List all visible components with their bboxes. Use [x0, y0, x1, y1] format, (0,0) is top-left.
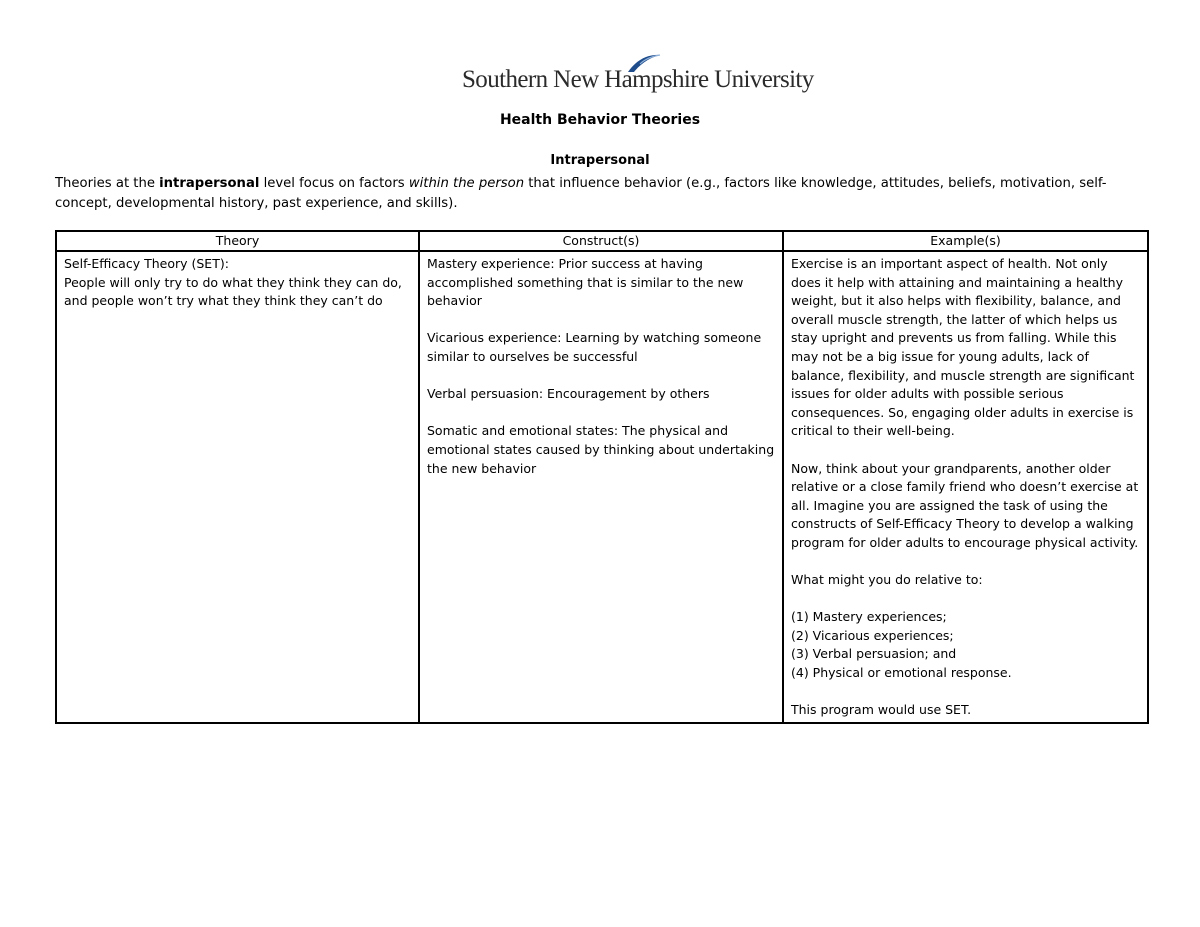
theory-description: People will only try to do what they think they can do, and people won’t try what they think they can’t do — [64, 274, 402, 309]
intro-italic-term: within the person — [408, 176, 525, 191]
header-examples: Example(s) — [783, 231, 1148, 251]
example-closing: This program would use SET. — [791, 702, 972, 718]
examples-cell — [783, 251, 1148, 723]
theory-name: Self-Efficacy Theory (SET): — [64, 256, 229, 271]
page-title: Health Behavior Theories — [499, 112, 701, 128]
header-theory: Theory — [56, 231, 419, 251]
list-item: (2) Vicarious experiences; — [791, 627, 954, 643]
intro-text: level focus on factors — [259, 176, 409, 191]
constructs-cell — [419, 251, 783, 723]
list-item: (4) Physical or emotional response. — [791, 665, 1012, 681]
construct-mastery: Mastery experience: Prior success at having accomplished something that is similar to the new behavior — [427, 256, 744, 309]
construct-verbal: Verbal persuasion: Encouragement by others — [427, 386, 710, 402]
list-item: (1) Mastery experiences; — [791, 609, 947, 625]
example-paragraph-1: Exercise is an important aspect of health. Not only does it help with attaining and maintaining a healthy weight, but it also helps with flexibility, balance, and overall muscle strength, the latter of which helps us stay upright and prevents us from falling. While this may not be a big issue for young adults, lack of balance, flexibility, and muscle strength are significant issues for older adults with possible serious consequences. So, engaging older adults in exercise is critical to their well-being. — [791, 256, 1135, 439]
example-paragraph-2: Now, think about your grandparents, another older relative or a close family friend who doesn’t exercise at all. Imagine you are assigned the task of using the constructs of Self-Efficacy Theory to develop a walking program for older adults to encourage physical activity. — [791, 460, 1139, 550]
theory-table — [55, 230, 1149, 724]
construct-somatic: Somatic and emotional states: The physical and emotional states caused by thinking about undertaking the new behavior — [427, 423, 775, 476]
table-row — [56, 251, 1148, 723]
intro-bold-term: intrapersonal — [159, 176, 260, 191]
logo-text: Southern New Hampshire University — [462, 66, 814, 93]
theory-cell — [56, 251, 419, 723]
table-header-row — [56, 231, 1148, 251]
construct-vicarious: Vicarious experience: Learning by watching someone similar to ourselves be successful — [427, 330, 762, 364]
intro-text: that influence behavior (e.g., factors like knowledge, attitudes, beliefs, motivation, self-concept, developmental history, past experience, and skills). — [55, 176, 1107, 211]
university-logo — [462, 52, 814, 100]
example-question: What might you do relative to: — [791, 572, 983, 588]
intro-text: Theories at the — [55, 176, 160, 191]
intro-paragraph — [55, 174, 1145, 214]
header-constructs: Construct(s) — [419, 231, 783, 251]
section-subtitle: Intrapersonal — [550, 153, 650, 168]
list-item: (3) Verbal persuasion; and — [791, 646, 957, 662]
